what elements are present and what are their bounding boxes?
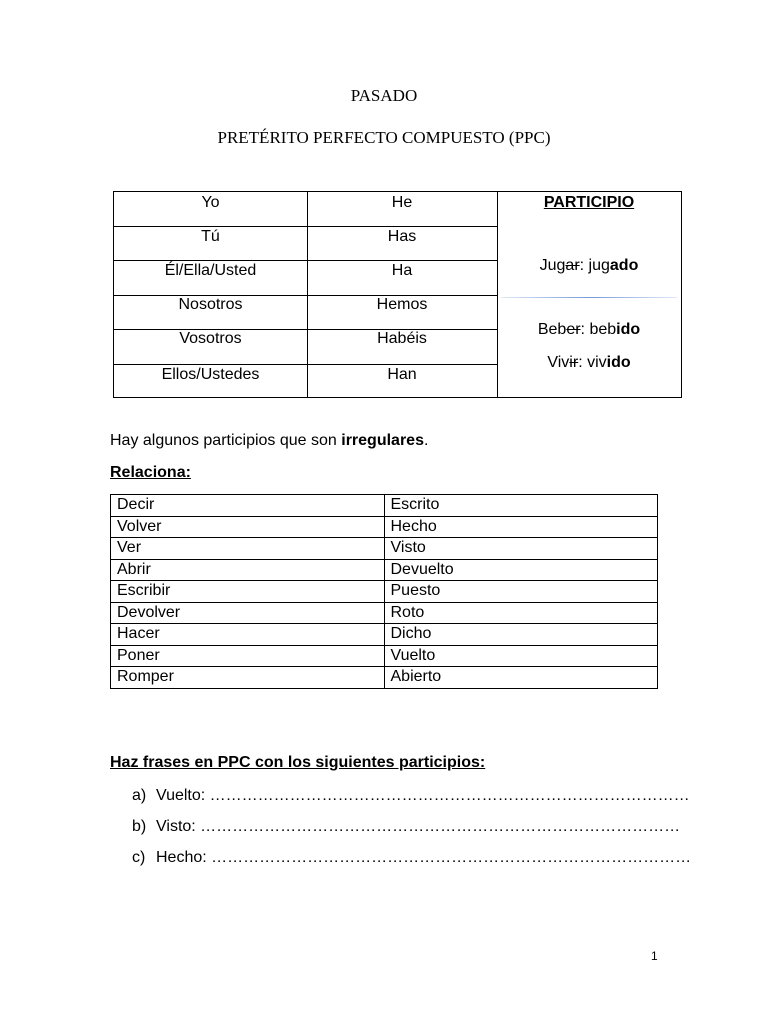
table-row xyxy=(111,495,658,517)
verb-cell: Habéis xyxy=(377,330,427,347)
participle-cell: Vuelto xyxy=(384,645,658,667)
participio-column xyxy=(497,192,681,397)
table-row xyxy=(111,667,658,689)
verb-cell: He xyxy=(391,194,413,211)
pronoun-cell: Yo xyxy=(201,194,220,211)
relaciona-heading: Relaciona: xyxy=(110,464,191,481)
frase-item: a) Vuelto: ……………………………………………………………………………… xyxy=(132,787,690,804)
page-subtitle: PRETÉRITO PERFECTO COMPUESTO (PPC) xyxy=(217,128,551,147)
participle-cell: Puesto xyxy=(384,581,658,603)
infinitive-cell: Ver xyxy=(111,538,385,560)
infinitive-cell: Escribir xyxy=(111,581,385,603)
pronoun-cell: Nosotros xyxy=(178,296,243,313)
pronoun-cell: Vosotros xyxy=(179,330,242,347)
infinitive-cell: Hacer xyxy=(111,624,385,646)
pronoun-cell: Ellos/Ustedes xyxy=(161,366,260,383)
table-row xyxy=(111,602,658,624)
row-divider xyxy=(114,295,497,296)
frases-heading: Haz frases en PPC con los siguientes participios: xyxy=(110,754,486,771)
table-row xyxy=(111,538,658,560)
divider-line xyxy=(501,297,677,298)
participle-cell: Escrito xyxy=(384,495,658,517)
table-row xyxy=(111,624,658,646)
participio-example: Vivir: vivido xyxy=(547,354,631,371)
infinitive-cell: Devolver xyxy=(111,602,385,624)
page-title: PASADO xyxy=(350,86,418,105)
participle-cell: Roto xyxy=(384,602,658,624)
participio-example: Jugar: jugado xyxy=(539,257,639,274)
verb-cell: Hemos xyxy=(376,296,428,313)
verb-cell: Ha xyxy=(391,262,413,279)
participle-cell: Abierto xyxy=(384,667,658,689)
participle-cell: Dicho xyxy=(384,624,658,646)
participle-cell: Devuelto xyxy=(384,559,658,581)
page-number: 1 xyxy=(651,949,658,963)
participle-cell: Visto xyxy=(384,538,658,560)
infinitive-cell: Romper xyxy=(111,667,385,689)
table-row xyxy=(111,516,658,538)
participle-cell: Hecho xyxy=(384,516,658,538)
row-divider xyxy=(114,260,497,261)
infinitive-cell: Abrir xyxy=(111,559,385,581)
pronoun-cell: Tú xyxy=(201,228,220,245)
participio-example: Beber: bebido xyxy=(537,321,641,338)
table-row xyxy=(111,581,658,603)
frase-item: c) Hecho: ……………………………………………………………………………… xyxy=(132,849,692,866)
intro-text: Hay algunos participios que son irregulares. xyxy=(110,432,429,449)
row-divider xyxy=(114,329,497,330)
table-row xyxy=(111,645,658,667)
row-divider xyxy=(114,364,497,365)
table-row xyxy=(111,559,658,581)
relaciona-table xyxy=(110,494,658,689)
row-divider xyxy=(114,226,497,227)
pronoun-cell: Él/Ella/Usted xyxy=(164,262,257,279)
frase-item: b) Visto: ……………………………………………………………………………… xyxy=(132,818,681,835)
infinitive-cell: Decir xyxy=(111,495,385,517)
infinitive-cell: Poner xyxy=(111,645,385,667)
infinitive-cell: Volver xyxy=(111,516,385,538)
participio-header: PARTICIPIO xyxy=(543,194,635,211)
verb-cell: Has xyxy=(387,228,417,245)
verb-cell: Han xyxy=(387,366,417,383)
conjugation-table xyxy=(113,191,682,398)
